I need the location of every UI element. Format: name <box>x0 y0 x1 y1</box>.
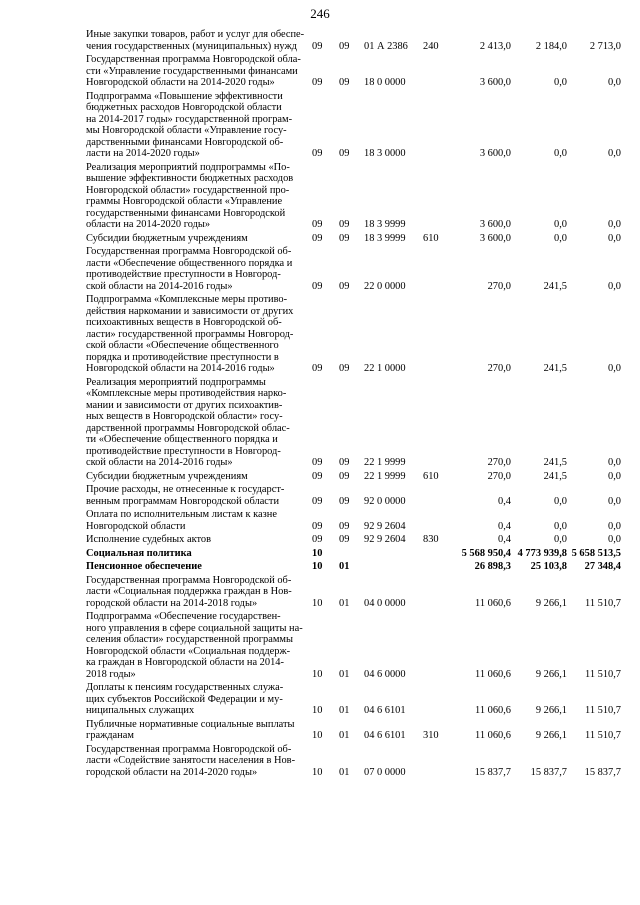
expense-type-code <box>423 559 453 573</box>
amount-year-3: 0,0 <box>608 363 621 374</box>
subsection-code: 09 <box>339 77 350 88</box>
expense-type-code <box>423 573 453 610</box>
section-code: 09 <box>312 280 323 292</box>
amount-year-1: 3 600,0 <box>479 219 511 230</box>
target-item-code: 22 1 9999 <box>364 470 406 482</box>
amount-year-2: 9 266,1 <box>535 730 567 741</box>
subsection-code: 09 <box>339 363 350 374</box>
description-line: области на 2014-2020 годы» <box>86 219 211 230</box>
amount-year-2: 0,0 <box>554 148 567 159</box>
description-line: мании и зависимости от других психоактив- <box>86 399 283 411</box>
amount-year-1: 26 898,3 <box>474 561 511 572</box>
amount-year-3: 15 837,7 <box>584 766 621 778</box>
description-line: ской области на 2014-2016 годы» <box>86 280 233 292</box>
description-line: Оплата по исполнительным листам к казне <box>86 509 277 520</box>
subsection-code: 09 <box>339 470 350 482</box>
target-item-code: 04 6 6101 <box>364 705 406 716</box>
amount-year-2: 241,5 <box>543 363 567 374</box>
section-code: 09 <box>312 520 323 532</box>
target-item-code: 22 1 0000 <box>364 363 406 374</box>
table-row <box>86 482 621 507</box>
section-code: 09 <box>312 219 323 230</box>
amount-year-1: 0,4 <box>498 495 511 507</box>
amount-year-1: 270,0 <box>487 470 511 482</box>
table-row <box>86 742 621 779</box>
target-item-code: 92 0 0000 <box>364 495 406 507</box>
subsection-code: 09 <box>339 495 350 507</box>
expense-type-code <box>423 680 453 717</box>
expense-type-code <box>423 160 453 231</box>
description-line: Подпрограмма «Повышение эффективности <box>86 90 283 102</box>
description-line: Реализация мероприятий подпрограммы «По- <box>86 161 290 173</box>
description-line: Иные закупки товаров, работ и услуг для обеспе- <box>86 29 305 40</box>
amount-year-3: 27 348,4 <box>584 561 621 572</box>
row-description <box>86 482 308 507</box>
section-code: 09 <box>312 457 323 468</box>
expense-type-code: 610 <box>423 232 439 244</box>
target-item-code: 18 0 0000 <box>364 77 406 88</box>
section-code: 09 <box>312 470 323 482</box>
description-line: Новгородской области <box>86 520 186 532</box>
subsection-code: 09 <box>339 280 350 292</box>
amount-year-2: 0,0 <box>554 495 567 507</box>
description-line: чения государственных (муниципальных) нужд <box>86 40 297 52</box>
table-row <box>86 717 621 742</box>
description-line: ласти «Обеспечение общественного порядка и <box>86 257 293 269</box>
subsection-code: 09 <box>339 232 350 244</box>
row-description <box>86 680 308 717</box>
amount-year-3: 0,0 <box>608 495 621 507</box>
amount-year-3: 0,0 <box>608 219 621 230</box>
row-description <box>86 742 308 779</box>
amount-year-1: 270,0 <box>487 280 511 292</box>
amount-year-1: 3 600,0 <box>479 148 511 159</box>
amount-year-2: 4 773 939,8 <box>517 547 567 559</box>
target-item-code: 22 1 9999 <box>364 457 406 468</box>
amount-year-3: 11 510,7 <box>585 730 621 741</box>
description-line: Субсидии бюджетным учреждениям <box>86 470 248 482</box>
expense-type-code <box>423 507 453 532</box>
row-description <box>86 559 308 573</box>
amount-year-3: 11 510,7 <box>585 668 621 680</box>
amount-year-1: 11 060,6 <box>475 705 511 716</box>
row-description <box>86 546 308 560</box>
section-code: 09 <box>312 232 323 244</box>
table-row <box>86 507 621 532</box>
subsection-code: 01 <box>339 705 350 716</box>
description-line: ных веществ в Новгородской области» госу- <box>86 411 283 422</box>
expense-type-code <box>423 742 453 779</box>
row-description <box>86 573 308 610</box>
description-line: Пенсионное обеспечение <box>86 561 202 572</box>
description-line: государственными финансами Новгородской <box>86 207 286 219</box>
table-row <box>86 89 621 160</box>
target-item-code: 07 0 0000 <box>364 766 406 778</box>
description-line: ниципальных служащих <box>86 705 195 716</box>
amount-year-2: 0,0 <box>554 232 567 244</box>
row-description <box>86 160 308 231</box>
section-code: 09 <box>312 534 323 545</box>
table-row <box>86 231 621 245</box>
amount-year-3: 11 510,7 <box>585 705 621 716</box>
target-item-code <box>364 546 423 560</box>
target-item-code: 18 3 9999 <box>364 232 406 244</box>
row-description <box>86 29 308 52</box>
amount-year-1: 11 060,6 <box>475 668 511 680</box>
amount-year-1: 11 060,6 <box>475 597 511 609</box>
description-line: на 2014-2017 годы» государственной програм- <box>86 113 293 125</box>
description-line: Исполнение судебных актов <box>86 534 211 545</box>
row-description <box>86 507 308 532</box>
description-line: ласти «Социальная поддержка граждан в Нов- <box>86 586 292 597</box>
description-line: Подпрограмма «Обеспечение государствен- <box>86 611 281 622</box>
description-line: мы Новгородской области «Управление госу- <box>86 125 287 136</box>
section-code: 10 <box>312 668 323 680</box>
description-line: Государственная программа Новгородской об- <box>86 574 292 586</box>
row-description <box>86 532 308 546</box>
description-line: Публичные нормативные социальные выплаты <box>86 718 295 730</box>
target-item-code: 18 3 9999 <box>364 219 406 230</box>
row-description <box>86 609 308 680</box>
expense-type-code: 310 <box>423 730 439 741</box>
amount-year-1: 270,0 <box>487 457 511 468</box>
amount-year-3: 0,0 <box>608 232 621 244</box>
amount-year-3: 5 658 513,5 <box>571 547 621 559</box>
subsection-code: 09 <box>339 219 350 230</box>
row-description <box>86 89 308 160</box>
amount-year-1: 0,4 <box>498 534 511 545</box>
target-item-code: 92 9 2604 <box>364 520 406 532</box>
description-line: Прочие расходы, не отнесенные к государст- <box>86 484 285 495</box>
description-line: Доплаты к пенсиям государственных служа- <box>86 682 284 693</box>
table-row <box>86 573 621 610</box>
description-line: Реализация мероприятий подпрограммы <box>86 376 266 388</box>
expense-type-code <box>423 546 453 560</box>
target-item-code: 18 3 0000 <box>364 148 406 159</box>
expense-type-code: 240 <box>423 40 439 52</box>
row-description <box>86 231 308 245</box>
description-line: противодействие преступности в Новгород- <box>86 445 281 457</box>
expense-type-code <box>423 89 453 160</box>
table-row <box>86 375 621 469</box>
section-code: 10 <box>312 561 323 572</box>
description-line: действия наркомании и зависимости от других <box>86 305 294 317</box>
description-line: граммы Новгородской области «Управление <box>86 196 283 207</box>
description-line: порядка и противодействие преступности в <box>86 351 279 363</box>
section-code: 10 <box>312 597 323 609</box>
target-item-code: 92 9 2604 <box>364 534 406 545</box>
table-row <box>86 244 621 292</box>
section-code: 10 <box>312 705 323 716</box>
table-row <box>86 52 621 89</box>
subsection-code: 01 <box>339 730 350 741</box>
subsection-code: 01 <box>339 561 350 572</box>
description-line: ка граждан в Новгородской области на 2014- <box>86 657 284 668</box>
budget-table <box>86 29 621 778</box>
target-item-code <box>364 559 423 573</box>
page-number: 246 <box>310 6 330 21</box>
description-line: противодействие преступности в Новгород- <box>86 269 281 280</box>
description-line: ного управления в сфере социальной защиты на- <box>86 622 303 634</box>
amount-year-2: 25 103,8 <box>530 561 567 572</box>
description-line: венным программам Новгородской области <box>86 495 280 507</box>
section-code: 10 <box>312 730 323 741</box>
description-line: психоактивных веществ в Новгородской об- <box>86 317 282 328</box>
amount-year-2: 9 266,1 <box>535 705 567 716</box>
amount-year-2: 0,0 <box>554 534 567 545</box>
amount-year-3: 0,0 <box>608 148 621 159</box>
expense-type-code <box>423 375 453 469</box>
table-row <box>86 160 621 231</box>
subsection-code: 09 <box>339 520 350 532</box>
description-line: Государственная программа Новгородской об- <box>86 743 292 755</box>
description-line: ласти» государственной программы Новгород- <box>86 328 294 340</box>
expense-type-code <box>423 292 453 375</box>
expense-type-code: 830 <box>423 534 439 545</box>
expense-type-code: 610 <box>423 470 439 482</box>
section-code: 10 <box>312 766 323 778</box>
section-code: 09 <box>312 40 323 52</box>
target-item-code: 04 0 0000 <box>364 597 406 609</box>
target-item-code: 04 6 0000 <box>364 668 406 680</box>
description-line: дарственной программы Новгородской облас- <box>86 422 290 434</box>
subsection-code: 01 <box>339 668 350 680</box>
row-description <box>86 244 308 292</box>
amount-year-2: 15 837,7 <box>530 766 567 778</box>
row-description <box>86 52 308 89</box>
description-line: бюджетных расходов Новгородской области <box>86 102 282 113</box>
amount-year-1: 11 060,6 <box>475 730 511 741</box>
row-description <box>86 717 308 742</box>
target-item-code: 04 6 6101 <box>364 730 406 741</box>
amount-year-3: 0,0 <box>608 470 621 482</box>
expense-type-code <box>423 482 453 507</box>
target-item-code: 22 0 0000 <box>364 280 406 292</box>
description-line: вышение эффективности бюджетных расходов <box>86 173 294 184</box>
description-line: щих субъектов Российской Федерации и му- <box>86 693 283 705</box>
description-line: дарственными финансами Новгородской об- <box>86 136 284 148</box>
amount-year-1: 2 413,0 <box>479 40 511 52</box>
amount-year-3: 0,0 <box>608 280 621 292</box>
amount-year-3: 0,0 <box>608 457 621 468</box>
subsection-code: 01 <box>339 766 350 778</box>
amount-year-1: 0,4 <box>498 520 511 532</box>
amount-year-2: 0,0 <box>554 219 567 230</box>
amount-year-2: 9 266,1 <box>535 597 567 609</box>
row-description <box>86 469 308 483</box>
section-code: 10 <box>312 547 323 559</box>
amount-year-2: 241,5 <box>543 280 567 292</box>
description-line: Новгородской области на 2014-2020 годы» <box>86 77 275 88</box>
amount-year-3: 2 713,0 <box>589 40 621 52</box>
amount-year-3: 11 510,7 <box>585 597 621 609</box>
amount-year-1: 270,0 <box>487 363 511 374</box>
description-line: 2018 годы» <box>86 668 136 680</box>
table-row <box>86 292 621 375</box>
target-item-code: 01 А 2386 <box>364 40 408 52</box>
description-line: Новгородской области «Социальная поддерж- <box>86 645 291 657</box>
table-row <box>86 559 621 573</box>
description-line: городской области на 2014-2020 годы» <box>86 766 258 778</box>
subsection-code <box>339 546 364 560</box>
row-description <box>86 292 308 375</box>
section-code: 09 <box>312 363 323 374</box>
description-line: гражданам <box>86 730 134 741</box>
amount-year-2: 0,0 <box>554 520 567 532</box>
section-code: 09 <box>312 77 323 88</box>
table-row <box>86 29 621 52</box>
table-row <box>86 609 621 680</box>
amount-year-2: 241,5 <box>543 470 567 482</box>
amount-year-3: 0,0 <box>608 534 621 545</box>
description-line: сти «Управление государственными финансами <box>86 65 298 77</box>
description-line: Государственная программа Новгородской об- <box>86 246 292 257</box>
amount-year-2: 2 184,0 <box>535 40 567 52</box>
amount-year-1: 5 568 950,4 <box>461 547 511 559</box>
description-line: городской области на 2014-2018 годы» <box>86 597 258 609</box>
expense-type-code <box>423 52 453 89</box>
description-line: Подпрограмма «Комплексные меры противо- <box>86 294 288 305</box>
row-description <box>86 375 308 469</box>
expense-type-code <box>423 609 453 680</box>
expense-type-code <box>423 244 453 292</box>
table-row <box>86 532 621 546</box>
description-line: ласти «Содействие занятости населения в Нов- <box>86 755 296 766</box>
amount-year-1: 15 837,7 <box>474 766 511 778</box>
description-line: ти «Обеспечение общественного порядка и <box>86 434 278 445</box>
subsection-code: 09 <box>339 148 350 159</box>
table-row <box>86 546 621 560</box>
description-line: ской области на 2014-2016 годы» <box>86 457 233 468</box>
section-code: 09 <box>312 148 323 159</box>
description-line: «Комплексные меры противодействия нарко- <box>86 388 287 399</box>
description-line: Субсидии бюджетным учреждениям <box>86 232 248 244</box>
amount-year-2: 241,5 <box>543 457 567 468</box>
amount-year-1: 3 600,0 <box>479 232 511 244</box>
subsection-code: 09 <box>339 457 350 468</box>
amount-year-3: 0,0 <box>608 77 621 88</box>
subsection-code: 09 <box>339 534 350 545</box>
description-line: Новгородской области на 2014-2016 годы» <box>86 363 275 374</box>
amount-year-1: 3 600,0 <box>479 77 511 88</box>
description-line: Новгородской области» государственной про- <box>86 184 290 196</box>
section-code: 09 <box>312 495 323 507</box>
description-line: Социальная политика <box>86 547 192 559</box>
description-line: Государственная программа Новгородской обла- <box>86 54 301 65</box>
amount-year-3: 0,0 <box>608 520 621 532</box>
description-line: ской области «Обеспечение общественного <box>86 340 279 351</box>
subsection-code: 01 <box>339 597 350 609</box>
amount-year-2: 9 266,1 <box>535 668 567 680</box>
description-line: ласти на 2014-2020 годы» <box>86 148 200 159</box>
description-line: селения области» государственной программы <box>86 634 293 645</box>
table-row <box>86 680 621 717</box>
subsection-code: 09 <box>339 40 350 52</box>
amount-year-2: 0,0 <box>554 77 567 88</box>
table-row <box>86 469 621 483</box>
